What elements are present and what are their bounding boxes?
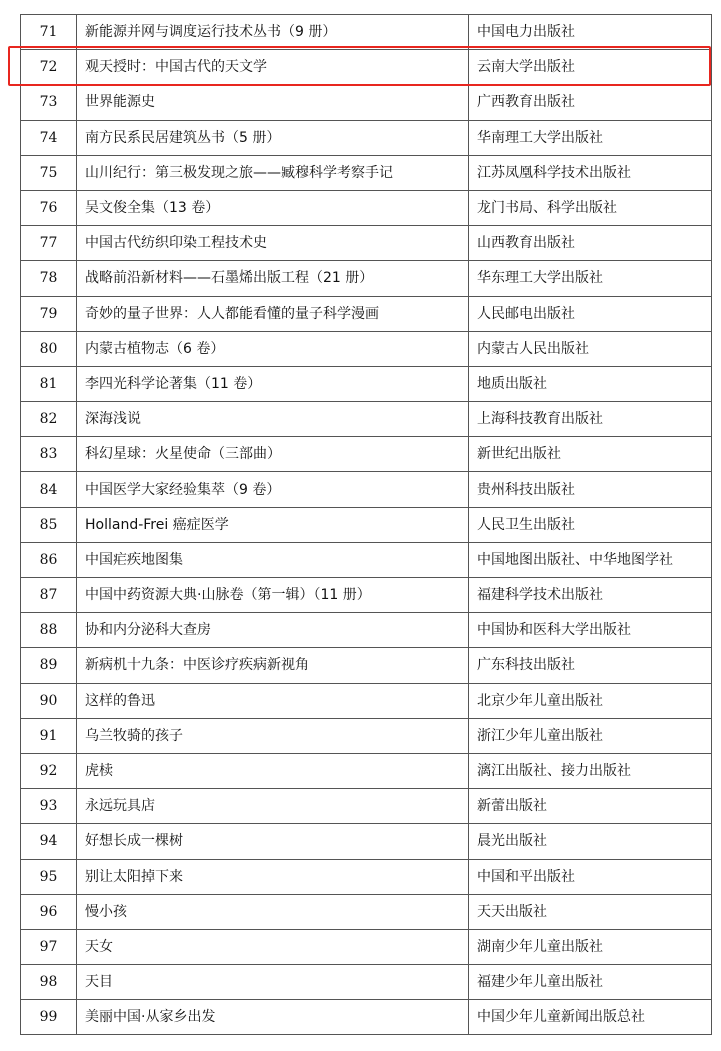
row-number: 91 bbox=[21, 718, 77, 753]
table-row bbox=[21, 683, 712, 718]
publisher: 龙门书局、科学出版社 bbox=[469, 190, 712, 225]
publisher: 浙江少年儿童出版社 bbox=[469, 718, 712, 753]
book-title: 这样的鲁迅 bbox=[77, 683, 469, 718]
book-list-table-container bbox=[20, 14, 711, 1035]
row-number: 72 bbox=[21, 50, 77, 85]
book-title: 中国医学大家经验集萃（9 卷） bbox=[77, 472, 469, 507]
book-title: 科幻星球：火星使命（三部曲） bbox=[77, 437, 469, 472]
book-list-table bbox=[20, 14, 712, 1035]
table-row bbox=[21, 190, 712, 225]
book-title: 观天授时：中国古代的天文学 bbox=[77, 50, 469, 85]
book-title: 美丽中国·从家乡出发 bbox=[77, 1000, 469, 1035]
publisher: 北京少年儿童出版社 bbox=[469, 683, 712, 718]
publisher: 山西教育出版社 bbox=[469, 226, 712, 261]
table-row bbox=[21, 437, 712, 472]
row-number: 83 bbox=[21, 437, 77, 472]
book-title: 山川纪行：第三极发现之旅——臧穆科学考察手记 bbox=[77, 155, 469, 190]
publisher: 天天出版社 bbox=[469, 894, 712, 929]
table-row bbox=[21, 578, 712, 613]
publisher: 内蒙古人民出版社 bbox=[469, 331, 712, 366]
row-number: 82 bbox=[21, 402, 77, 437]
table-row bbox=[21, 331, 712, 366]
table-row bbox=[21, 718, 712, 753]
table-row bbox=[21, 859, 712, 894]
book-title: 中国中药资源大典·山脉卷（第一辑）（11 册） bbox=[77, 578, 469, 613]
table-body bbox=[21, 15, 712, 1035]
table-row bbox=[21, 50, 712, 85]
publisher: 贵州科技出版社 bbox=[469, 472, 712, 507]
row-number: 77 bbox=[21, 226, 77, 261]
book-title: 世界能源史 bbox=[77, 85, 469, 120]
table-row bbox=[21, 261, 712, 296]
book-title: 协和内分泌科大查房 bbox=[77, 613, 469, 648]
row-number: 81 bbox=[21, 366, 77, 401]
publisher: 中国电力出版社 bbox=[469, 15, 712, 50]
book-title: 李四光科学论著集（11 卷） bbox=[77, 366, 469, 401]
publisher: 华东理工大学出版社 bbox=[469, 261, 712, 296]
row-number: 71 bbox=[21, 15, 77, 50]
publisher: 中国和平出版社 bbox=[469, 859, 712, 894]
publisher: 华南理工大学出版社 bbox=[469, 120, 712, 155]
book-title: 乌兰牧骑的孩子 bbox=[77, 718, 469, 753]
book-title: 奇妙的量子世界：人人都能看懂的量子科学漫画 bbox=[77, 296, 469, 331]
book-title: 好想长成一棵树 bbox=[77, 824, 469, 859]
row-number: 89 bbox=[21, 648, 77, 683]
book-title: 深海浅说 bbox=[77, 402, 469, 437]
table-row bbox=[21, 402, 712, 437]
publisher: 漓江出版社、接力出版社 bbox=[469, 753, 712, 788]
row-number: 74 bbox=[21, 120, 77, 155]
table-row bbox=[21, 753, 712, 788]
book-title: 慢小孩 bbox=[77, 894, 469, 929]
row-number: 80 bbox=[21, 331, 77, 366]
row-number: 78 bbox=[21, 261, 77, 296]
table-row bbox=[21, 366, 712, 401]
publisher: 人民卫生出版社 bbox=[469, 507, 712, 542]
row-number: 94 bbox=[21, 824, 77, 859]
table-row bbox=[21, 226, 712, 261]
publisher: 中国协和医科大学出版社 bbox=[469, 613, 712, 648]
row-number: 92 bbox=[21, 753, 77, 788]
row-number: 93 bbox=[21, 789, 77, 824]
row-number: 79 bbox=[21, 296, 77, 331]
row-number: 96 bbox=[21, 894, 77, 929]
publisher: 福建科学技术出版社 bbox=[469, 578, 712, 613]
row-number: 95 bbox=[21, 859, 77, 894]
table-row bbox=[21, 296, 712, 331]
book-title: 吴文俊全集（13 卷） bbox=[77, 190, 469, 225]
table-row bbox=[21, 155, 712, 190]
book-title: 中国疟疾地图集 bbox=[77, 542, 469, 577]
book-title: 天女 bbox=[77, 929, 469, 964]
table-row bbox=[21, 507, 712, 542]
table-row bbox=[21, 965, 712, 1000]
table-row bbox=[21, 1000, 712, 1035]
row-number: 84 bbox=[21, 472, 77, 507]
book-title: 新能源并网与调度运行技术丛书（9 册） bbox=[77, 15, 469, 50]
book-title: 内蒙古植物志（6 卷） bbox=[77, 331, 469, 366]
publisher: 新蕾出版社 bbox=[469, 789, 712, 824]
publisher: 晨光出版社 bbox=[469, 824, 712, 859]
row-number: 88 bbox=[21, 613, 77, 648]
publisher: 上海科技教育出版社 bbox=[469, 402, 712, 437]
table-row bbox=[21, 613, 712, 648]
book-title: 天目 bbox=[77, 965, 469, 1000]
row-number: 90 bbox=[21, 683, 77, 718]
publisher: 广东科技出版社 bbox=[469, 648, 712, 683]
row-number: 98 bbox=[21, 965, 77, 1000]
publisher: 广西教育出版社 bbox=[469, 85, 712, 120]
publisher: 地质出版社 bbox=[469, 366, 712, 401]
book-title: 战略前沿新材料——石墨烯出版工程（21 册） bbox=[77, 261, 469, 296]
book-title: 中国古代纺织印染工程技术史 bbox=[77, 226, 469, 261]
row-number: 99 bbox=[21, 1000, 77, 1035]
row-number: 85 bbox=[21, 507, 77, 542]
table-row bbox=[21, 472, 712, 507]
row-number: 87 bbox=[21, 578, 77, 613]
table-row bbox=[21, 85, 712, 120]
table-row bbox=[21, 929, 712, 964]
publisher: 福建少年儿童出版社 bbox=[469, 965, 712, 1000]
row-number: 76 bbox=[21, 190, 77, 225]
book-title: 别让太阳掉下来 bbox=[77, 859, 469, 894]
publisher: 中国地图出版社、中华地图学社 bbox=[469, 542, 712, 577]
book-title: 新病机十九条：中医诊疗疾病新视角 bbox=[77, 648, 469, 683]
publisher: 江苏凤凰科学技术出版社 bbox=[469, 155, 712, 190]
row-number: 75 bbox=[21, 155, 77, 190]
table-row bbox=[21, 120, 712, 155]
row-number: 86 bbox=[21, 542, 77, 577]
table-row bbox=[21, 824, 712, 859]
publisher: 人民邮电出版社 bbox=[469, 296, 712, 331]
row-number: 73 bbox=[21, 85, 77, 120]
table-row bbox=[21, 648, 712, 683]
table-row bbox=[21, 789, 712, 824]
publisher: 中国少年儿童新闻出版总社 bbox=[469, 1000, 712, 1035]
publisher: 新世纪出版社 bbox=[469, 437, 712, 472]
table-row bbox=[21, 542, 712, 577]
row-number: 97 bbox=[21, 929, 77, 964]
table-row bbox=[21, 894, 712, 929]
table-row bbox=[21, 15, 712, 50]
book-title: Holland-Frei 癌症医学 bbox=[77, 507, 469, 542]
publisher: 湖南少年儿童出版社 bbox=[469, 929, 712, 964]
book-title: 南方民系民居建筑丛书（5 册） bbox=[77, 120, 469, 155]
book-title: 虎椟 bbox=[77, 753, 469, 788]
book-title: 永远玩具店 bbox=[77, 789, 469, 824]
publisher: 云南大学出版社 bbox=[469, 50, 712, 85]
